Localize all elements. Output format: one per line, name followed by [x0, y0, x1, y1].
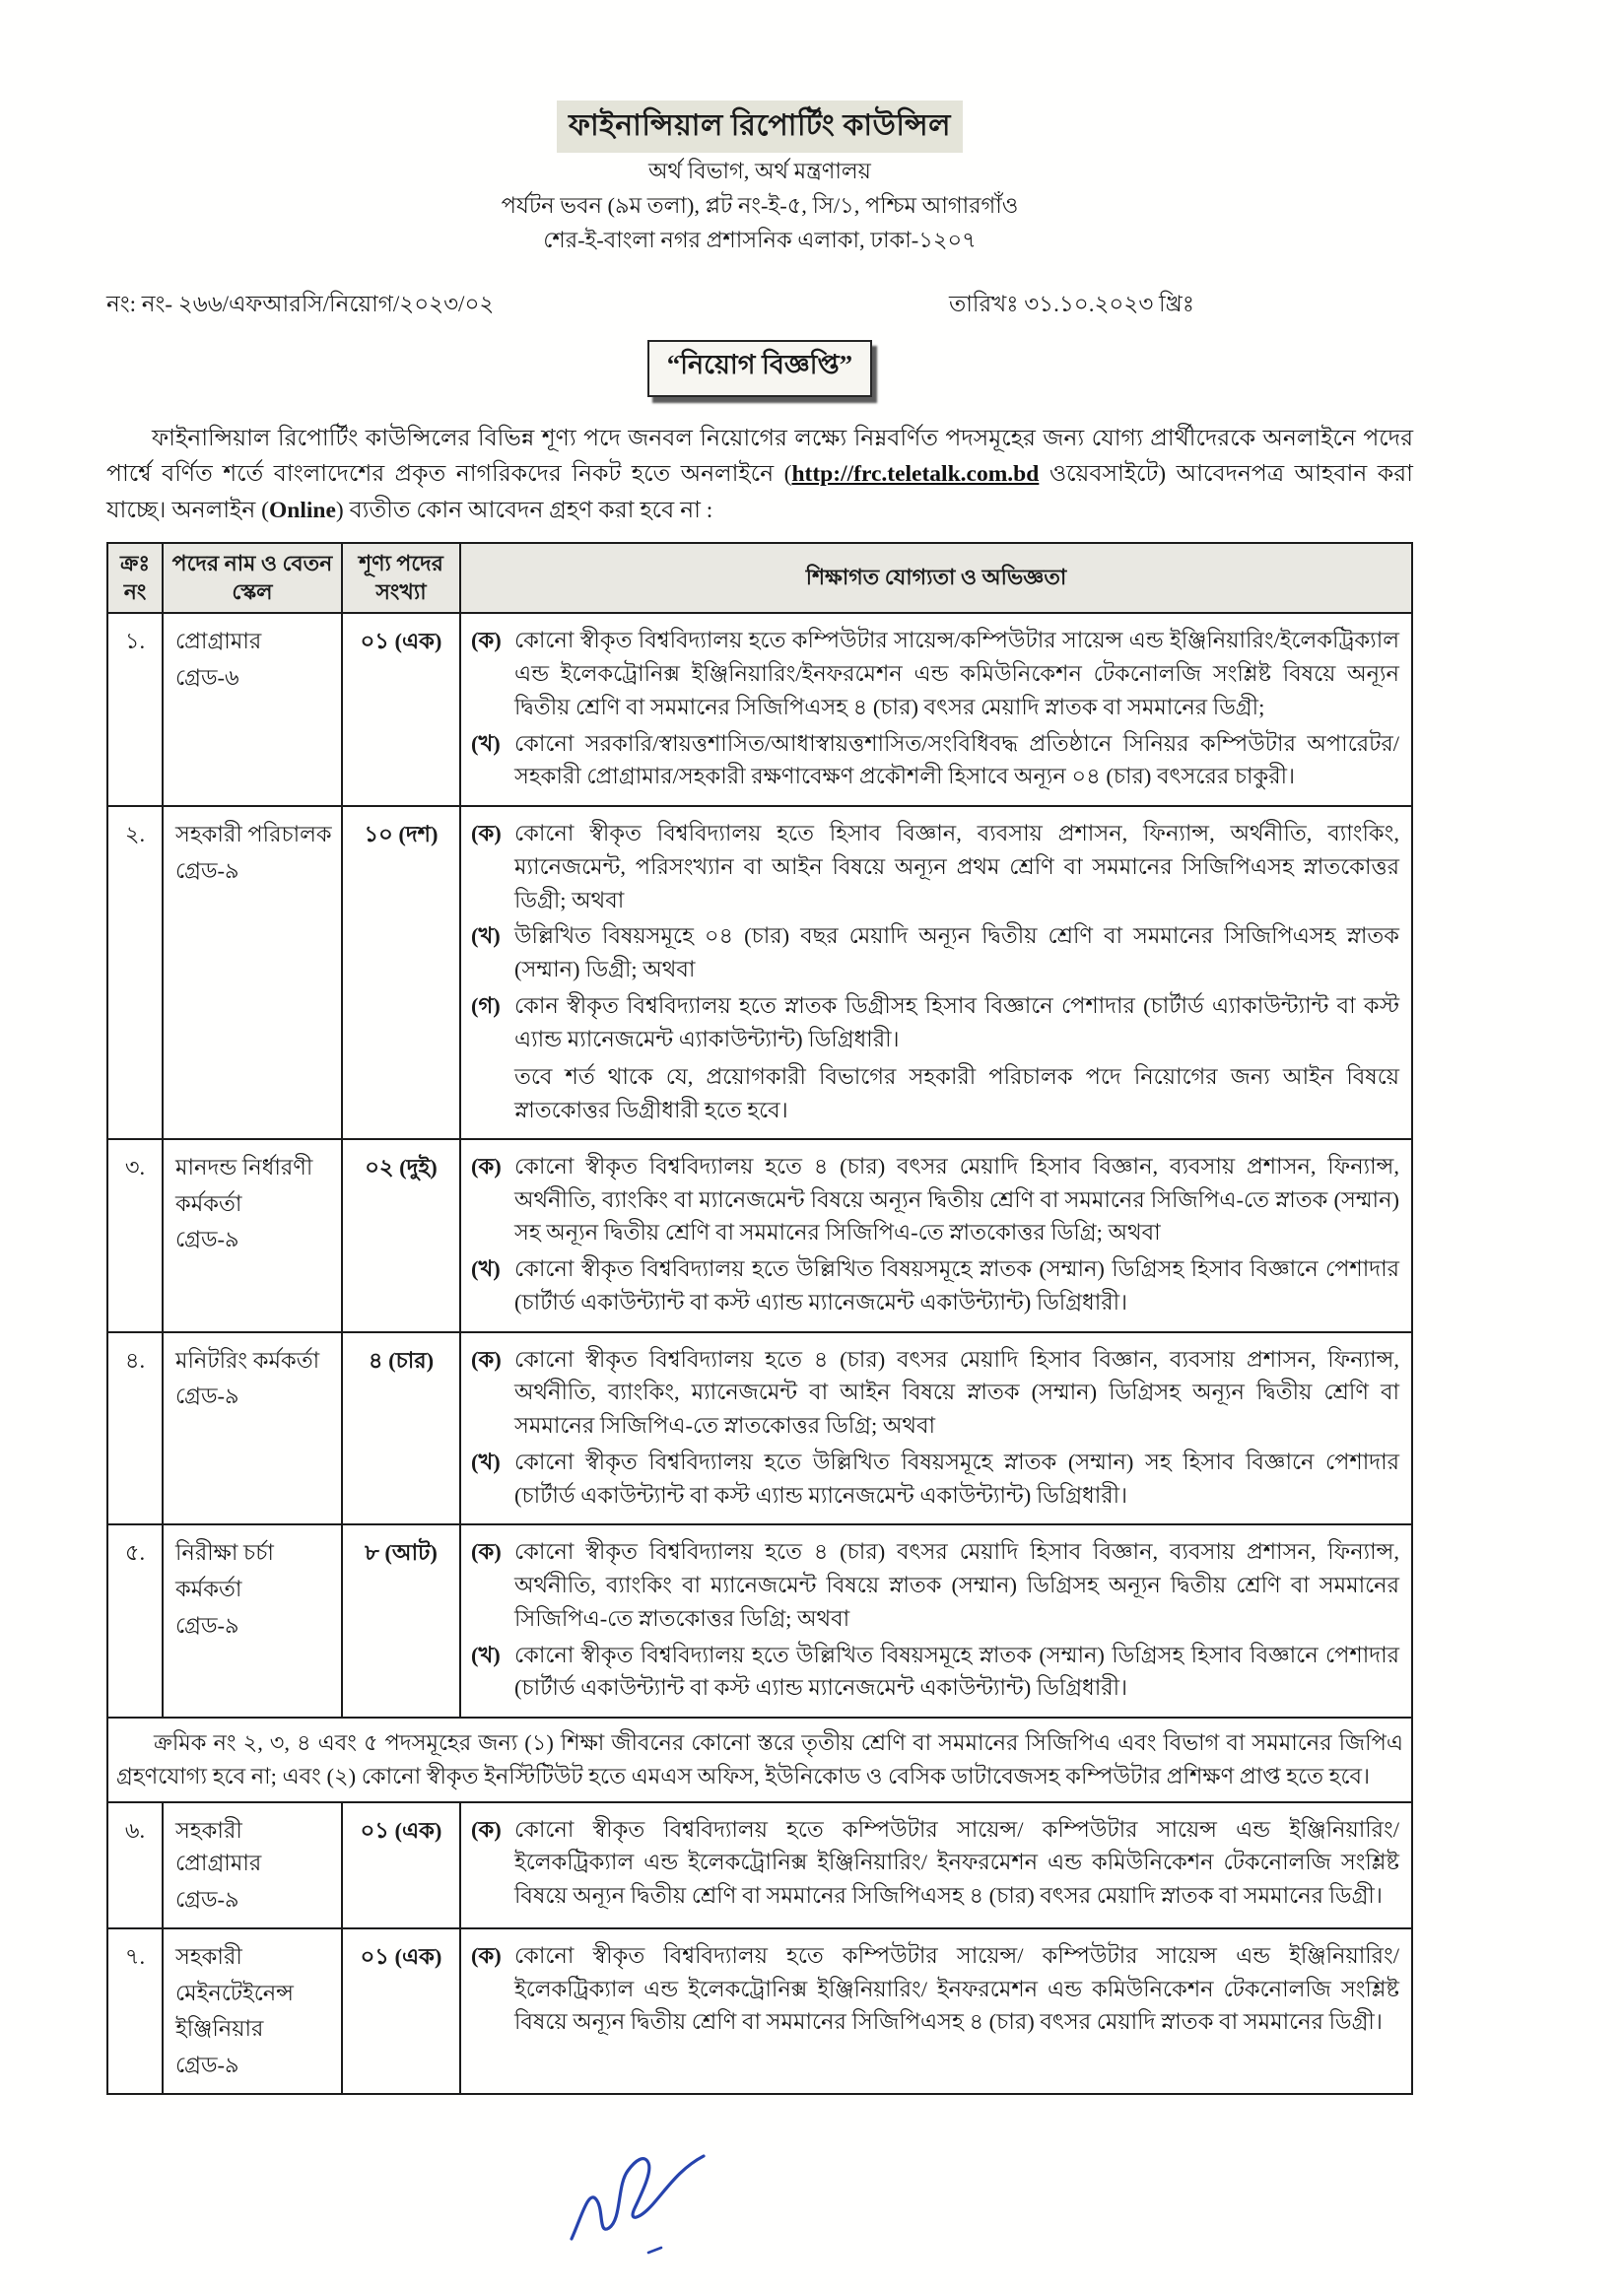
qualification-clause [471, 1343, 1399, 1443]
clause-text: কোনো স্বীকৃত বিশ্ববিদ্যালয় হতে ৪ (চার) বৎসর মেয়াদি হিসাব বিজ্ঞান, ব্যবসায় প্রশাসন, ফিন্যান্স, অর্থনীতি, ব্যাংকিং বা ম্যানেজমেন্ট বিষয়ে স্নাতক (সম্মান) ডিগ্রিসহ অন্যূন দ্বিতীয় শ্রেণি বা সমমানের সিজিপিএ-তে স্নাতকোত্তর ডিগ্রি; অথবা [514, 1539, 1399, 1631]
header-vacancy: শূণ্য পদের সংখ্যা [342, 543, 460, 613]
table-row [107, 806, 1412, 1139]
qualification-cell [460, 1928, 1412, 2094]
application-url-link[interactable]: http://frc.teletalk.com.bd [791, 461, 1040, 488]
intro-text-1: ফাইনান্সিয়াল রিপোর্টিং কাউন্সিলের বিভিন্ন শূণ্য পদে জনবল নিয়োগের লক্ষ্যে নিম্নবর্ণিত পদসমূহের জন্য যোগ্য প্রার্থীদেরকে অনলাইনে পদের পার্শ্বে বর্ণিত শর্তে বাংলাদেশের প্রকৃত নাগরিকদের নিকট হতে অনলাইনে ( [106, 425, 1413, 488]
vacancy-count-cell: ৮ (আট) [342, 1524, 460, 1718]
serial-cell: ৩. [107, 1139, 163, 1332]
vacancy-count-cell: ০১ (এক) [342, 613, 460, 806]
clause-text: কোনো স্বীকৃত বিশ্ববিদ্যালয় হতে কম্পিউটার সায়েন্স/ কম্পিউটার সায়েন্স এন্ড ইঞ্জিনিয়ারিং/ ইলেকট্রিক্যাল এন্ড ইলেকট্রোনিক্স ইঞ্জিনিয়ারিং/ ইনফরমেশন এন্ড কমিউনিকেশন টেকনোলজি সংশ্লিষ্ট বিষয়ে অন্যূন দ্বিতীয় শ্রেণি বা সমমানের সিজিপিএসহ ৪ (চার) বৎসর মেয়াদি স্নাতক বা সমমানের ডিগ্রী। [514, 1942, 1399, 2035]
table-row [107, 1332, 1412, 1525]
qualification-cell [460, 1524, 1412, 1718]
clause-text: কোনো স্বীকৃত বিশ্ববিদ্যালয় হতে উল্লিখিত বিষয়সমূহে স্নাতক (সম্মান) ডিগ্রিসহ হিসাব বিজ্ঞানে পেশাদার (চার্টার্ড একাউন্ট্যান্ট বা কস্ট এ্যান্ড ম্যানেজমেন্ট একাউন্ট্যান্ট) ডিগ্রিধারী। [514, 1642, 1399, 1701]
serial-cell: ৫. [107, 1524, 163, 1718]
address-line-1: পর্যটন ভবন (৯ম তলা), প্লট নং-ই-৫, সি/১, পশ্চিম আগারগাঁও [501, 192, 1019, 218]
clause-text: কোনো স্বীকৃত বিশ্ববিদ্যালয় হতে ৪ (চার) বৎসর মেয়াদি হিসাব বিজ্ঞান, ব্যবসায় প্রশাসন, ফিন্যান্স, অর্থনীতি, ব্যাংকিং বা ম্যানেজমেন্ট বিষয়ে অন্যূন দ্বিতীয় শ্রেণি বা সমমানের সিজিপিএ-তে স্নাতক (সম্মান) সহ অন্যূন দ্বিতীয় শ্রেণি বা সমমানের সিজিপিএ-তে স্নাতকোত্তর ডিগ্রি; অথবা [514, 1153, 1399, 1246]
post-line: প্রোগ্রামার [175, 629, 262, 654]
post-line: মেইনটেইনেন্স [175, 1980, 294, 2005]
clause-label: (ক) [471, 1539, 502, 1565]
post-line: গ্রেড-৯ [175, 1887, 239, 1913]
clause-text: কোন স্বীকৃত বিশ্ববিদ্যালয় হতে স্নাতক ডিগ্রীসহ হিসাব বিজ্ঞানে পেশাদার (চার্টার্ড এ্যাকাউন্ট্যান্ট বা কস্ট এ্যান্ড ম্যানেজমেন্ট এ্যাকাউন্ট্যান্ট) ডিগ্রিধারী। [514, 992, 1399, 1051]
post-line: সহকারী প্রোগ্রামার [175, 1817, 262, 1876]
post-line: গ্রেড-৯ [175, 1612, 239, 1638]
clause-text: কোনো স্বীকৃত বিশ্ববিদ্যালয় হতে ৪ (চার) বৎসর মেয়াদি হিসাব বিজ্ঞান, ব্যবসায় প্রশাসন, ফিন্যান্স, অর্থনীতি, ব্যাংকিং, ম্যানেজমেন্ট বা আইন বিষয়ে স্নাতক (সম্মান) ডিগ্রিসহ অন্যূন দ্বিতীয় শ্রেণি বা সমমানের সিজিপিএ-তে স্নাতকোত্তর ডিগ্রি; অথবা [514, 1346, 1399, 1439]
post-line: গ্রেড-৯ [175, 1227, 239, 1252]
post-line: গ্রেড-৬ [175, 665, 239, 691]
table-header-row [107, 543, 1412, 613]
clause-text: কোনো স্বীকৃত বিশ্ববিদ্যালয় হতে হিসাব বিজ্ঞান, ব্যবসায় প্রশাসন, ফিন্যান্স, অর্থনীতি, ব্যাংকিং, ম্যানেজমেন্ট, পরিসংখ্যান বা আইন বিষয়ে অন্যূন প্রথম শ্রেণি বা সমমানের সিজিপিএসহ স্নাতকোত্তর ডিগ্রী; অথবা [514, 821, 1399, 912]
post-line: কর্মকর্তা [175, 1577, 242, 1602]
clause-text: কোনো স্বীকৃত বিশ্ববিদ্যালয় হতে উল্লিখিত বিষয়সমূহে স্নাতক (সম্মান) সহ হিসাব বিজ্ঞানে পেশাদার (চার্টার্ড একাউন্ট্যান্ট বা কস্ট এ্যান্ড ম্যানেজমেন্ট একাউন্ট্যান্ট) ডিগ্রিধারী। [514, 1449, 1399, 1508]
notice-title-wrap [106, 340, 1413, 397]
signature-block [562, 2140, 719, 2268]
serial-cell: ৪. [107, 1332, 163, 1525]
serial-cell: ৬. [107, 1802, 163, 1928]
post-line: গ্রেড-৯ [175, 2053, 239, 2078]
vacancy-count-cell: ১০ (দশ) [342, 806, 460, 1139]
qualification-clause [471, 989, 1399, 1056]
clause-label: (খ) [471, 1256, 501, 1282]
address-line-2: শের-ই-বাংলা নগর প্রশাসনিক এলাকা, ঢাকা-১২০৭ [543, 227, 977, 252]
post-name-cell [163, 1524, 342, 1718]
post-line: গ্রেড-৯ [175, 857, 239, 883]
qualification-clause [471, 1446, 1399, 1513]
clause-text: উল্লিখিত বিষয়সমূহে ০৪ (চার) বছর মেয়াদি অন্যূন দ্বিতীয় শ্রেণি বা সমমানের সিজিপিএসহ স্নাতক (সম্মান) ডিগ্রী; অথবা [514, 923, 1399, 982]
table-body [107, 613, 1412, 2094]
qualification-clause [471, 1150, 1399, 1249]
notice-title-badge: “নিয়োগ বিজ্ঞপ্তি” [647, 340, 872, 397]
qualification-clause [471, 727, 1399, 794]
post-line: মানদন্ড নির্ধারণী [175, 1154, 313, 1180]
qualification-clause [471, 1252, 1399, 1319]
post-name-cell [163, 613, 342, 806]
post-line: সহকারী [175, 1943, 242, 1969]
note-cell: ক্রমিক নং ২, ৩, ৪ এবং ৫ পদসমূহের জন্য (১) শিক্ষা জীবনের কোনো স্তরে তৃতীয় শ্রেণি বা সমমানের সিজিপিএ এবং বিভাগ বা সমমানের জিপিএ গ্রহণযোগ্য হবে না; এবং (২) কোনো স্বীকৃত ইনস্টিটিউট হতে এমএস অফিস, ইউনিকোড ও বেসিক ডাটাবেজসহ কম্পিউটার প্রশিক্ষণ প্রাপ্ত হতে হবে। [107, 1718, 1412, 1802]
clause-text: কোনো স্বীকৃত বিশ্ববিদ্যালয় হতে উল্লিখিত বিষয়সমূহে স্নাতক (সম্মান) ডিগ্রিসহ হিসাব বিজ্ঞানে পেশাদার (চার্টার্ড একাউন্ট্যান্ট বা কস্ট এ্যান্ড ম্যানেজমেন্ট একাউন্ট্যান্ট) ডিগ্রিধারী। [514, 1256, 1399, 1315]
clause-label: (খ) [471, 923, 501, 949]
post-name-cell [163, 1332, 342, 1525]
vacancy-count-cell: ০২ (দুই) [342, 1139, 460, 1332]
serial-cell: ১. [107, 613, 163, 806]
table-row [107, 1802, 1412, 1928]
vacancy-count-cell: ৪ (চার) [342, 1332, 460, 1525]
proviso-note: তবে শর্ত থাকে যে, প্রয়োগকারী বিভাগের সহকারী পরিচালক পদে নিয়োগের জন্য আইন বিষয়ে স্নাতকোত্তর ডিগ্রীধারী হতে হবে। [514, 1064, 1399, 1123]
clause-label: (ক) [471, 821, 502, 846]
clause-label: (খ) [471, 730, 501, 756]
post-line: কর্মকর্তা [175, 1190, 242, 1216]
post-name-cell [163, 806, 342, 1139]
qualification-clause [471, 1939, 1399, 2039]
qualification-cell [460, 1802, 1412, 1928]
clause-label: (গ) [471, 992, 501, 1018]
org-name: ফাইনান্সিয়াল রিপোর্টিং কাউন্সিল [557, 101, 963, 153]
clause-label: (ক) [471, 1346, 502, 1372]
clause-label: (খ) [471, 1449, 501, 1474]
table-row [107, 1139, 1412, 1332]
qualification-cell [460, 613, 1412, 806]
letterhead [106, 0, 1413, 256]
clause-label: (ক) [471, 628, 502, 653]
qualification-cell [460, 1139, 1412, 1332]
serial-cell: ৭. [107, 1928, 163, 2094]
post-line: গ্রেড-৯ [175, 1383, 239, 1409]
reference-row [106, 286, 1413, 324]
post-name-cell [163, 1928, 342, 2094]
table-note-row [107, 1718, 1412, 1802]
qualification-clause [471, 817, 1399, 916]
memo-number: নং: নং- ২৬৬/এফআরসি/নিয়োগ/২০২৩/০২ [106, 291, 495, 316]
qualification-clause [471, 1535, 1399, 1635]
notice-date: তারিখঃ ৩১.১০.২০২৩ খ্রিঃ [948, 291, 1194, 316]
intro-text-2: ওয়েবসাইটে) আবেদনপত্র আহবান করা যাচ্ছে। অনলাইন ( [106, 461, 1413, 523]
qualification-clause [471, 919, 1399, 986]
online-word: Online [268, 497, 336, 523]
document-content [106, 0, 1413, 2268]
clause-text: কোনো স্বীকৃত বিশ্ববিদ্যালয় হতে কম্পিউটার সায়েন্স/ কম্পিউটার সায়েন্স এন্ড ইঞ্জিনিয়ারিং/ ইলেকট্রিক্যাল এন্ড ইলেকট্রোনিক্স ইঞ্জিনিয়ারিং/ ইনফরমেশন এন্ড কমিউনিকেশন টেকনোলজি সংশ্লিষ্ট বিষয়ে অন্যূন দ্বিতীয় শ্রেণি বা সমমানের সিজিপিএসহ ৪ (চার) বৎসর মেয়াদি স্নাতক বা সমমানের ডিগ্রী। [514, 1816, 1399, 1909]
clause-text: কোনো স্বীকৃত বিশ্ববিদ্যালয় হতে কম্পিউটার সায়েন্স/কম্পিউটার সায়েন্স এন্ড ইঞ্জিনিয়ারিং/ইলেকট্রিক্যাল এন্ড ইলেকট্রোনিক্স ইঞ্জিনিয়ারিং/ইনফরমেশন এন্ড কমিউনিকেশন টেকনোলজি সংশ্লিষ্ট বিষয়ে অন্যূন দ্বিতীয় শ্রেণি বা সমমানের সিজিপিএসহ ৪ (চার) বৎসর মেয়াদি স্নাতক বা সমমানের ডিগ্রী; [514, 628, 1399, 719]
qualification-cell [460, 1332, 1412, 1525]
post-line: মনিটরিং কর্মকর্তা [175, 1347, 320, 1373]
dept-line: অর্থ বিভাগ, অর্থ মন্ত্রণালয় [648, 159, 871, 183]
serial-cell: ২. [107, 806, 163, 1139]
qualification-clause [471, 624, 1399, 723]
post-name-cell [163, 1802, 342, 1928]
clause-text: কোনো সরকারি/স্বায়ত্তশাসিত/আধাস্বায়ত্তশাসিত/সংবিধিবদ্ধ প্রতিষ্ঠানে সিনিয়র কম্পিউটার অপারেটর/সহকারী প্রোগ্রামার/সহকারী রক্ষণাবেক্ষণ প্রকৌশলী হিসাবে অন্যূন ০৪ (চার) বৎসরের চাকুরী। [514, 730, 1399, 789]
post-line: সহকারী পরিচালক [175, 822, 332, 847]
table-row [107, 613, 1412, 806]
signature-scribble [562, 2140, 719, 2268]
clause-label: (ক) [471, 1816, 502, 1842]
vacancy-count-cell: ০১ (এক) [342, 1802, 460, 1928]
clause-label: (ক) [471, 1153, 502, 1179]
intro-text-3: ) ব্যতীত কোন আবেদন গ্রহণ করা হবে না : [335, 497, 713, 523]
clause-label: (খ) [471, 1642, 501, 1667]
vacancy-count-cell: ০১ (এক) [342, 1928, 460, 2094]
post-name-cell [163, 1139, 342, 1332]
qualification-clause [471, 1813, 1399, 1913]
clause-label: (ক) [471, 1942, 502, 1968]
qualification-cell [460, 806, 1412, 1139]
intro-paragraph [106, 421, 1413, 528]
recruitment-table [106, 542, 1413, 2095]
post-line: ইঞ্জিনিয়ার [175, 2016, 264, 2042]
qualification-clause [471, 1639, 1399, 1706]
table-row [107, 1524, 1412, 1718]
header-serial: ক্রঃ নং [107, 543, 163, 613]
post-line: নিরীক্ষা চর্চা [175, 1540, 274, 1566]
header-qualification: শিক্ষাগত যোগ্যতা ও অভিজ্ঞতা [460, 543, 1412, 613]
table-row [107, 1928, 1412, 2094]
header-post-name: পদের নাম ও বেতন স্কেল [163, 543, 342, 613]
